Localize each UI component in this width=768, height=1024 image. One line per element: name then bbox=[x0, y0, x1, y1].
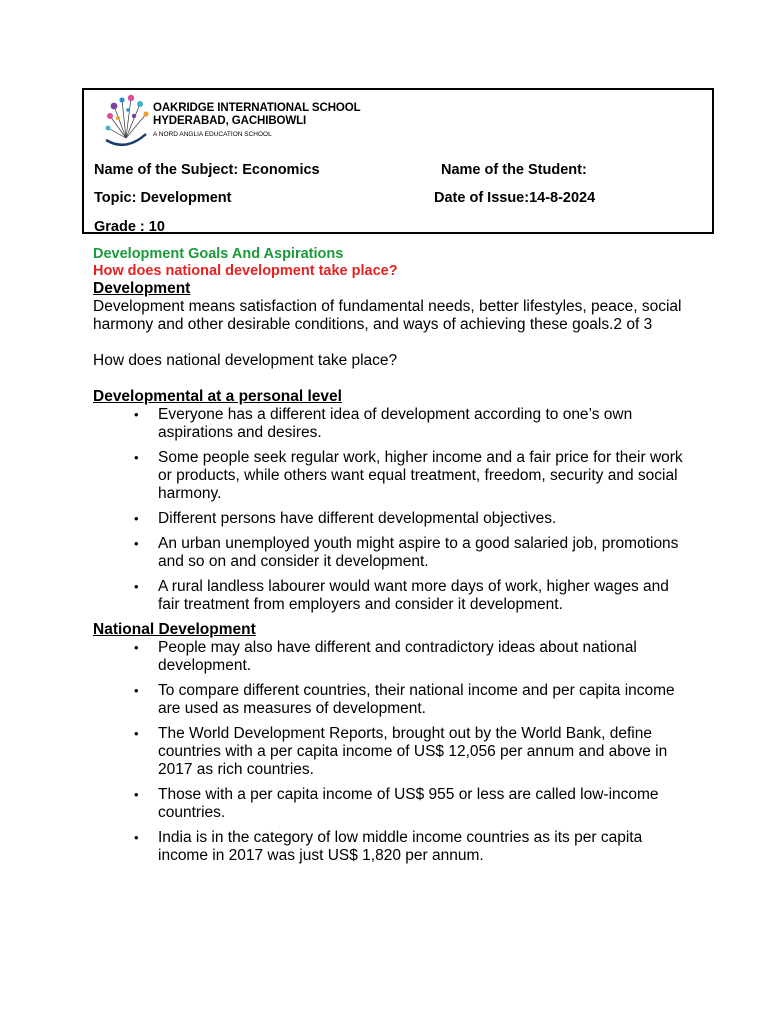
student-label: Name of the Student: bbox=[441, 162, 587, 178]
school-logo-icon bbox=[100, 94, 152, 148]
personal-level-heading: Developmental at a personal level bbox=[93, 388, 342, 405]
school-line-2: HYDERABAD, GACHIBOWLI bbox=[153, 115, 307, 127]
list-item: • Everyone has a different idea of development according to one’s own aspirations and desires. bbox=[158, 406, 693, 442]
development-paragraph: Development means satisfaction of fundamental needs, better lifestyles, peace, social harmony and other desirable conditions, and ways of achieving these goals.2 of 3 bbox=[93, 298, 682, 333]
school-name bbox=[153, 102, 361, 128]
personal-points-list bbox=[93, 406, 693, 614]
list-item: • An urban unemployed youth might aspire to a good salaried job, promotions and so on and consider it development. bbox=[158, 535, 693, 571]
list-item: • Different persons have different developmental objectives. bbox=[158, 510, 693, 528]
subject-label: Name of the Subject: Economics bbox=[94, 162, 320, 178]
date-label: Date of Issue:14-8-2024 bbox=[434, 190, 596, 206]
question-title: How does national development take place? bbox=[93, 263, 398, 279]
list-item: • Those with a per capita income of US$ 955 or less are called low-income countries. bbox=[158, 786, 693, 822]
national-development-heading: National Development bbox=[93, 621, 256, 638]
list-item: • Some people seek regular work, higher income and a fair price for their work or products, while others want equal treatment, freedom, security and social harmony. bbox=[158, 449, 693, 503]
national-points-list bbox=[93, 639, 693, 865]
list-item: • To compare different countries, their national income and per capita income are used as measures of development. bbox=[158, 682, 693, 718]
development-heading: Development bbox=[93, 280, 191, 297]
list-item: • A rural landless labourer would want more days of work, higher wages and fair treatment from employers and consider it development. bbox=[158, 578, 693, 614]
document-body bbox=[93, 246, 693, 872]
goals-title: Development Goals And Aspirations bbox=[93, 246, 344, 262]
list-item: • The World Development Reports, brought out by the World Bank, define countries with a per capita income of US$ 12,056 per annum and above in 2017 as rich countries. bbox=[158, 725, 693, 779]
question-text: How does national development take place? bbox=[93, 352, 398, 369]
topic-label: Topic: Development bbox=[94, 190, 232, 206]
list-item: • India is in the category of low middle income countries as its per capita income in 2017 was just US$ 1,820 per annum. bbox=[158, 829, 693, 865]
list-item: • People may also have different and contradictory ideas about national development. bbox=[158, 639, 693, 675]
school-tagline: A NORD ANGLIA EDUCATION SCHOOL bbox=[153, 131, 272, 138]
grade-label: Grade : 10 bbox=[94, 219, 165, 235]
header-box bbox=[82, 88, 714, 234]
school-line-1: OAKRIDGE INTERNATIONAL SCHOOL bbox=[153, 102, 361, 114]
